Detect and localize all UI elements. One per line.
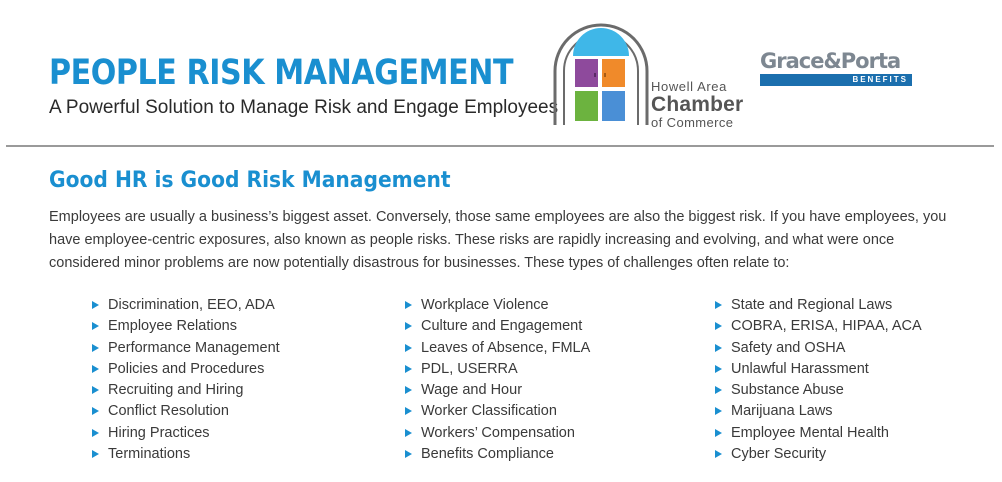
list-item: Benefits Compliance [405, 444, 590, 465]
bullet-arrow-icon [92, 407, 99, 415]
bullet-arrow-icon [715, 322, 722, 330]
bullet-arrow-icon [405, 301, 412, 309]
list-item: Safety and OSHA [715, 338, 922, 359]
list-item: Discrimination, EEO, ADA [92, 295, 280, 316]
bullet-arrow-icon [92, 386, 99, 394]
page-title: PEOPLE RISK MANAGEMENT [49, 53, 514, 93]
list-item: Substance Abuse [715, 380, 922, 401]
list-item: Hiring Practices [92, 423, 280, 444]
risk-list-column-2 [405, 295, 590, 465]
list-item: Conflict Resolution [92, 401, 280, 422]
list-item: State and Regional Laws [715, 295, 922, 316]
chamber-line1: Howell Area [651, 79, 727, 94]
intro-paragraph: Employees are usually a business’s biggest asset. Conversely, those same employees are also the biggest risk. If you have employees, you have employee-centric exposures, also known as people risks. These risks are rapidly increasing and evolving, and what were once considered minor problems are now potentially disastrous for businesses. These types of challenges often relate to: [49, 209, 947, 271]
list-item: Performance Management [92, 338, 280, 359]
bullet-arrow-icon [715, 344, 722, 352]
chamber-line2: Chamber [651, 93, 744, 116]
bullet-arrow-icon [405, 450, 412, 458]
bullet-arrow-icon [405, 386, 412, 394]
bullet-arrow-icon [405, 365, 412, 373]
bullet-arrow-icon [405, 322, 412, 330]
chamber-logo-text [651, 80, 743, 129]
page-subtitle: A Powerful Solution to Manage Risk and Engage Employees [49, 97, 559, 118]
list-item: Policies and Procedures [92, 359, 280, 380]
list-item: Leaves of Absence, FMLA [405, 338, 590, 359]
grace-porta-name: Grace&Porta [760, 49, 901, 73]
chamber-line3: of Commerce [651, 115, 734, 130]
list-item: Employee Relations [92, 316, 280, 337]
bullet-arrow-icon [715, 429, 722, 437]
list-item: COBRA, ERISA, HIPAA, ACA [715, 316, 922, 337]
list-item: Wage and Hour [405, 380, 590, 401]
bullet-arrow-icon [92, 429, 99, 437]
grace-porta-tagline: BENEFITS [760, 74, 912, 86]
bullet-arrow-icon [715, 365, 722, 373]
bullet-arrow-icon [715, 450, 722, 458]
list-item: Employee Mental Health [715, 423, 922, 444]
bullet-arrow-icon [92, 322, 99, 330]
chamber-door-icon [551, 23, 651, 127]
bullet-arrow-icon [405, 344, 412, 352]
list-item: Worker Classification [405, 401, 590, 422]
list-item: Workplace Violence [405, 295, 590, 316]
list-item: Marijuana Laws [715, 401, 922, 422]
list-item: Unlawful Harassment [715, 359, 922, 380]
bullet-arrow-icon [715, 407, 722, 415]
bullet-arrow-icon [92, 344, 99, 352]
list-item: Terminations [92, 444, 280, 465]
bullet-arrow-icon [405, 429, 412, 437]
bullet-arrow-icon [715, 301, 722, 309]
risk-list-column-1 [92, 295, 280, 465]
bullet-arrow-icon [715, 386, 722, 394]
list-item: Recruiting and Hiring [92, 380, 280, 401]
list-item: Culture and Engagement [405, 316, 590, 337]
list-item: Cyber Security [715, 444, 922, 465]
grace-porta-logo [760, 50, 912, 86]
header-divider [6, 145, 994, 147]
bullet-arrow-icon [405, 407, 412, 415]
bullet-arrow-icon [92, 301, 99, 309]
list-item: Workers’ Compensation [405, 423, 590, 444]
bullet-arrow-icon [92, 365, 99, 373]
list-item: PDL, USERRA [405, 359, 590, 380]
bullet-arrow-icon [92, 450, 99, 458]
risk-list-column-3 [715, 295, 922, 465]
section-heading: Good HR is Good Risk Management [49, 168, 451, 193]
